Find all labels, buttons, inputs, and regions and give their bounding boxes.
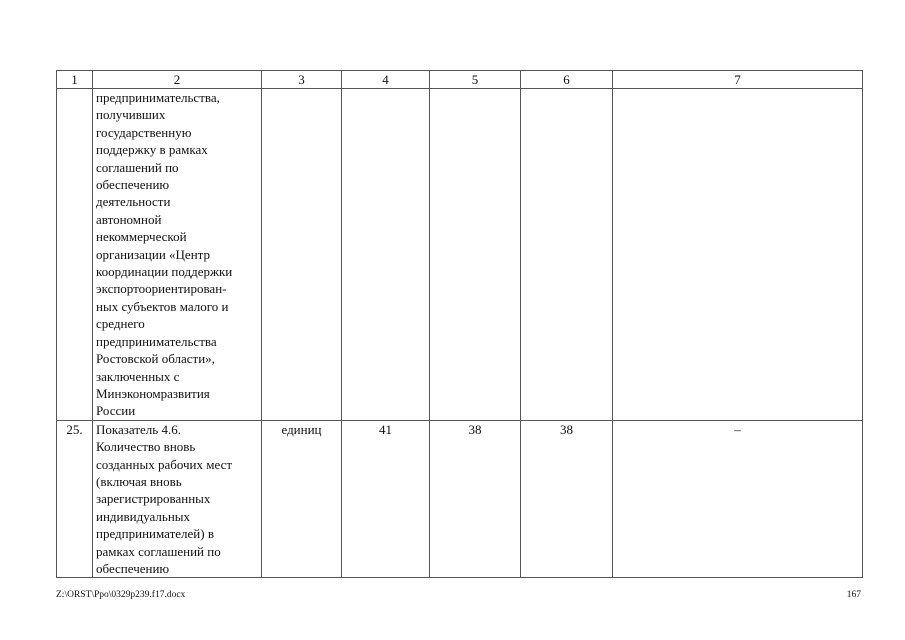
value-cell-4: 41 [342,420,430,578]
header-cell-5: 5 [430,71,521,89]
indicator-name: предпринимательства, получивших государственную поддержку в рамках соглашений по обеспечению деятельности автономной некоммерческой организации «Центр координации поддержки экспортоориентирован- ных субъектов малого и среднего предпринимательства Ростовской области», заключенных с Минэкономразвития России [93,89,262,421]
unit-cell: единиц [262,420,342,578]
header-cell-3: 3 [262,71,342,89]
table-row [57,89,863,421]
header-cell-7: 7 [613,71,863,89]
value-cell-6: 38 [521,420,613,578]
header-cell-4: 4 [342,71,430,89]
header-cell-1: 1 [57,71,93,89]
unit-cell [262,89,342,421]
indicator-table [56,70,863,578]
note-cell: – [613,420,863,578]
row-number [57,89,93,421]
note-cell [613,89,863,421]
table-header-row [57,71,863,89]
value-cell-5 [430,89,521,421]
table-row [57,420,863,578]
row-number: 25. [57,420,93,578]
footer-file-path: Z:\ORST\Ppo\0329p239.f17.docx [56,590,186,600]
value-cell-5: 38 [430,420,521,578]
footer-page-number: 167 [846,590,861,600]
indicator-name: Показатель 4.6. Количество вновь созданных рабочих мест (включая вновь зарегистрированных индивидуальных предпринимателей) в рамках соглашений по обеспечению [93,420,262,578]
header-cell-6: 6 [521,71,613,89]
value-cell-4 [342,89,430,421]
value-cell-6 [521,89,613,421]
header-cell-2: 2 [93,71,262,89]
